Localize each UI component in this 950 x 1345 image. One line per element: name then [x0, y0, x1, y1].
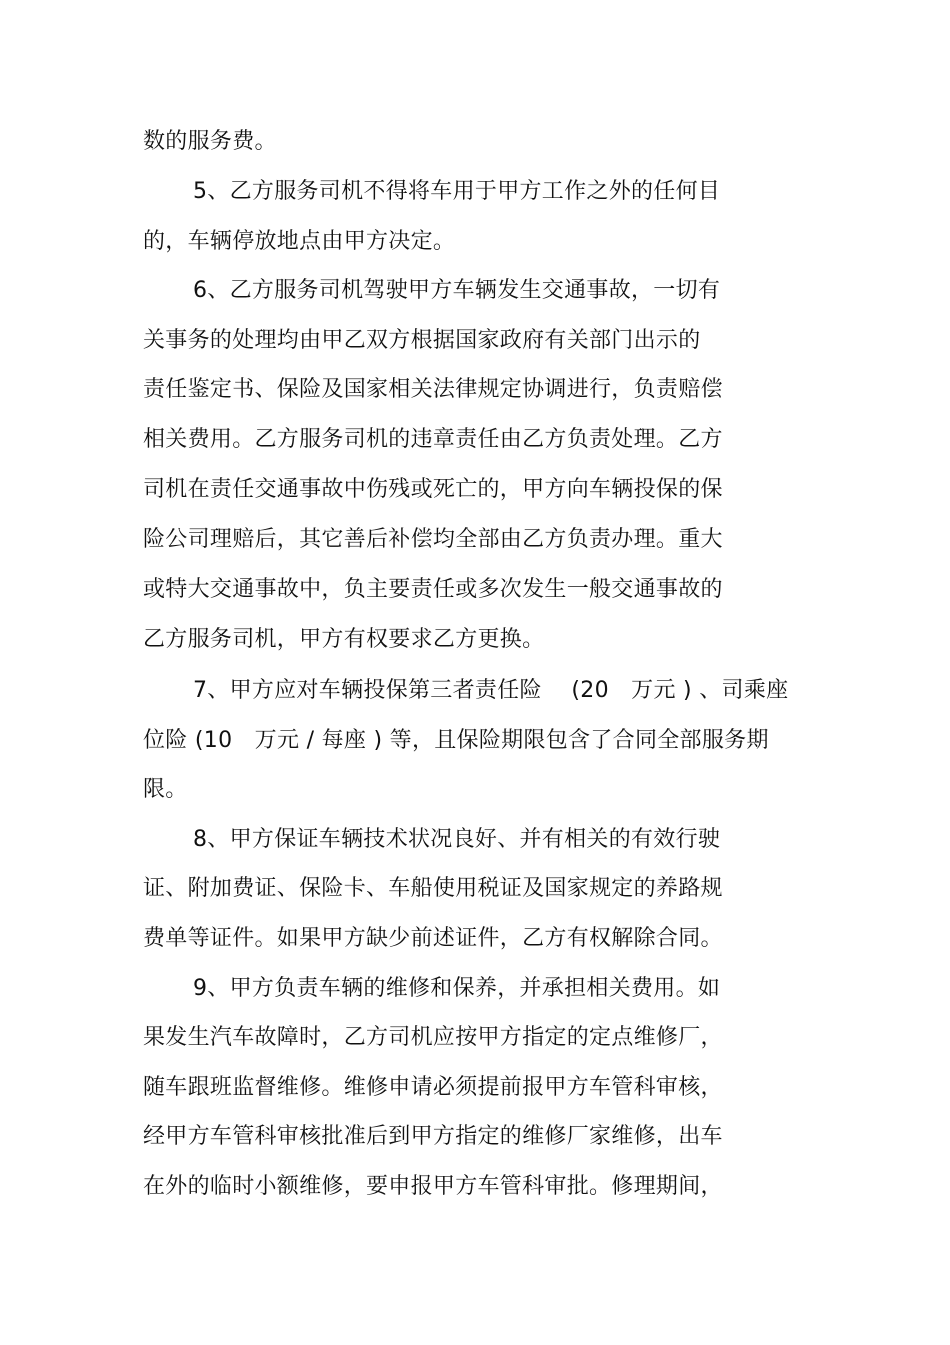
- text-line: 9、甲方负责车辆的维修和保养，并承担相关费用。如: [193, 976, 721, 1001]
- text-line: 8、甲方保证车辆技术状况良好、并有相关的有效行驶: [193, 827, 721, 852]
- text-line: 位险 (10 万元 / 每座 ) 等，且保险期限包含了合同全部服务期: [143, 728, 769, 753]
- text-line: 在外的临时小额维修，要申报甲方车管科审批。修理期间，: [143, 1174, 723, 1199]
- text-line: 司机在责任交通事故中伤残或死亡的，甲方向车辆投保的保: [143, 477, 723, 502]
- text-line: 的，车辆停放地点由甲方决定。: [143, 229, 456, 254]
- text-line: 相关费用。乙方服务司机的违章责任由乙方负责处理。乙方: [143, 427, 723, 452]
- text-line: 经甲方车管科审核批准后到甲方指定的维修厂家维修，出车: [143, 1124, 723, 1149]
- text-line: 关事务的处理均由甲乙双方根据国家政府有关部门出示的: [143, 328, 701, 353]
- text-line: 限。: [143, 777, 188, 802]
- text-line: 5、乙方服务司机不得将车用于甲方工作之外的任何目: [193, 179, 721, 204]
- text-line: 责任鉴定书、保险及国家相关法律规定协调进行，负责赔偿: [143, 377, 723, 402]
- text-line: 或特大交通事故中，负主要责任或多次发生一般交通事故的: [143, 577, 723, 602]
- text-line: 7、甲方应对车辆投保第三者责任险 (20 万元 ) 、司乘座: [193, 678, 789, 703]
- text-line: 费单等证件。如果甲方缺少前述证件，乙方有权解除合同。: [143, 926, 723, 951]
- text-line: 乙方服务司机，甲方有权要求乙方更换。: [143, 627, 545, 652]
- text-line: 证、附加费证、保险卡、车船使用税证及国家规定的养路规: [143, 876, 723, 901]
- text-line: 险公司理赔后，其它善后补偿均全部由乙方负责办理。重大: [143, 527, 723, 552]
- text-line: 数的服务费。: [143, 129, 277, 154]
- text-line: 6、乙方服务司机驾驶甲方车辆发生交通事故，一切有: [193, 278, 721, 303]
- text-line: 随车跟班监督维修。维修申请必须提前报甲方车管科审核，: [143, 1075, 723, 1100]
- text-line: 果发生汽车故障时，乙方司机应按甲方指定的定点维修厂，: [143, 1025, 723, 1050]
